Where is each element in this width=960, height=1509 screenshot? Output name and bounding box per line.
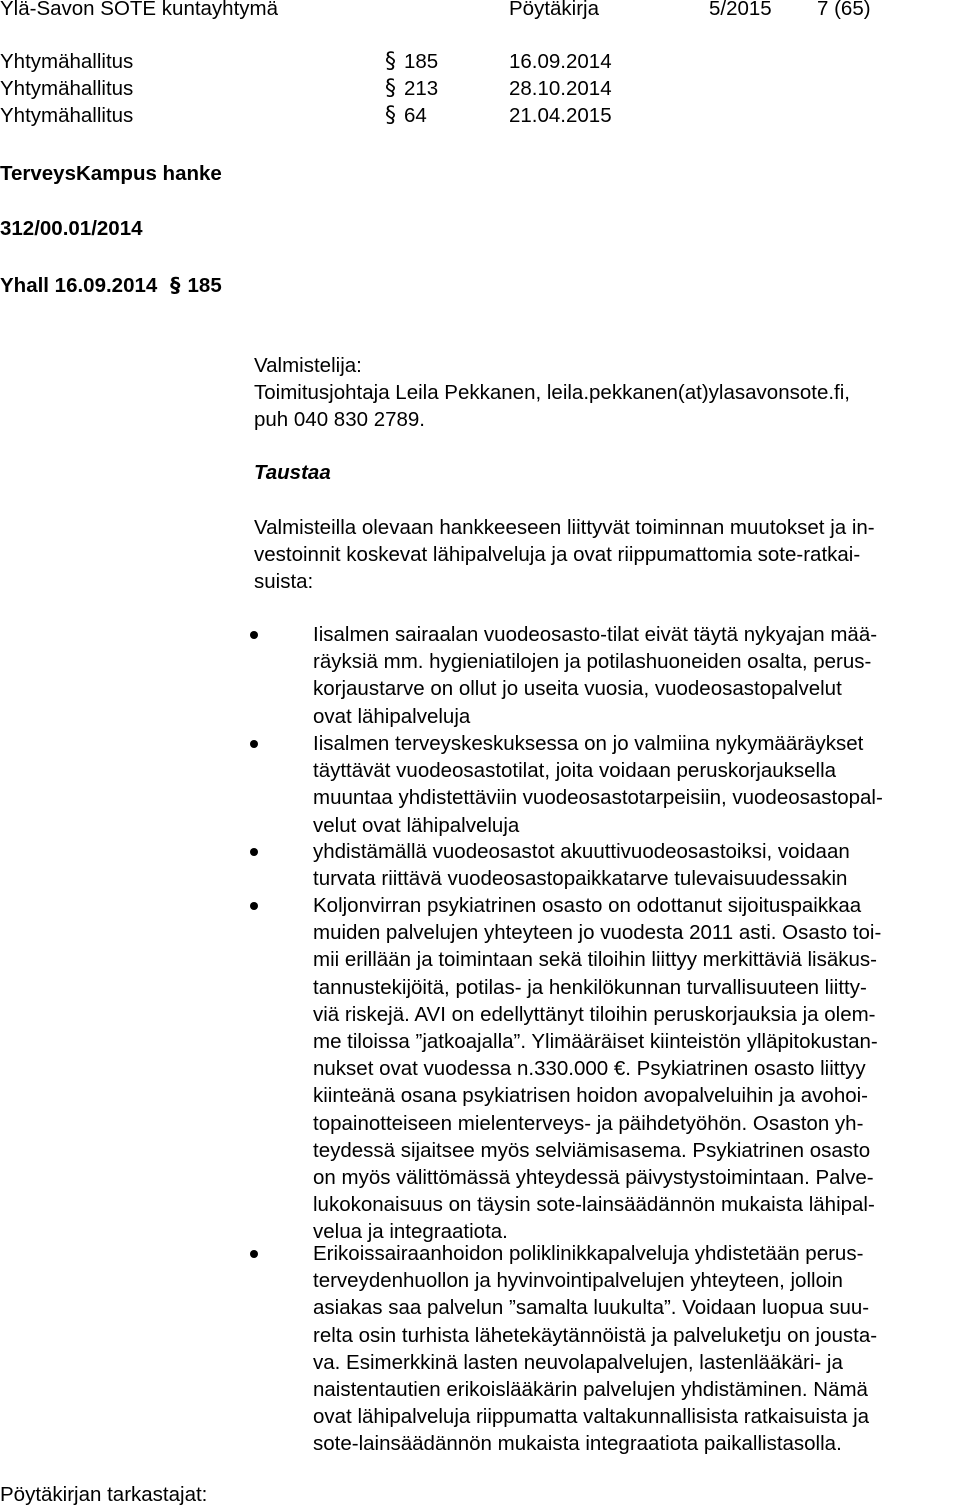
list-item-line: relta osin turhista lähetekäytännöistä ja palveluketju on jousta- [313,1323,878,1347]
meeting-body: Yhtymähallitus [0,104,134,127]
list-item-line: Iisalmen sairaalan vuodeosasto-tilat eivät täytä nykyajan mää- [313,623,878,646]
bullet-icon [250,848,258,856]
list-item-line: räyksiä mm. hygieniatilojen ja potilashuoneiden osalta, perus- [313,650,872,674]
list-item [313,892,881,1245]
preparer-phone: puh 040 830 2789. [254,408,425,431]
section-sign-icon: § [163,273,188,297]
meeting-section: 185 [404,50,439,73]
section-sign-icon: § [385,76,396,101]
list-item-line: ovat lähipalveluja riippumatta valtakunnallisista ratkaisuista ja [313,1405,870,1429]
meeting-date: 16.09.2014 [509,50,612,73]
list-item [313,838,850,892]
list-item-line: muuntaa yhdistettäviin vuodeosastotarpeisiin, vuodeosastopal- [313,786,883,810]
meeting-body: Yhtymähallitus [0,50,134,73]
list-item-line: va. Esimerkkinä lasten neuvolapalvelujen, lastenlääkäri- ja [313,1350,843,1374]
list-item-line: on myös välittömässä yhteydessä päivystystoimintaan. Palve- [313,1165,874,1189]
list-item-line: turvata riittävä vuodeosastopaikkatarve tulevaisuudessakin [313,867,848,891]
list-item-line: topainotteiseen mielenterveys- ja päihdetyöhön. Osaston yh- [313,1111,864,1135]
list-item-line: terveydenhuollon ja hyvinvointipalvelujen yhteyteen, jolloin [313,1269,843,1293]
list-item-line: ovat lähipalveluja [313,704,471,728]
organization-name: Ylä-Savon SOTE kuntayhtymä [0,0,279,20]
footer-label: Pöytäkirjan tarkastajat: [0,1483,208,1506]
list-item-line: muiden palvelujen yhteyteen jo vuodesta 2011 asti. Osasto toi- [313,921,882,945]
list-item-line: kiinteänä osana psykiatrisen hoidon avopalveluihin ja avohoi- [313,1084,869,1108]
yhall-reference [0,272,222,299]
list-item-line: täyttävät vuodeosastotilat, joita voidaan peruskorjauksella [313,759,837,783]
intro-paragraph [254,514,875,596]
list-item-line: korjaustarve on ollut jo useita vuosia, vuodeosastopalvelut [313,677,842,701]
section-heading: Taustaa [254,461,331,484]
list-item-line: velut ovat lähipalveluja [313,813,520,837]
intro-line: vestoinnit koskevat lähipalveluja ja ovat riippumattomia sote-ratkai- [254,543,861,567]
meeting-row [0,49,960,75]
bullet-icon [250,631,258,639]
meeting-row [0,103,960,129]
list-item [313,1240,877,1458]
list-item-line: me tiloissa ”jatkoajalla”. Ylimääräiset kiinteistön ylläpitokustan- [313,1029,878,1053]
list-item-line: mii erillään ja toimintaan sekä tiloihin liittyy merkittäviä lisäkus- [313,948,877,972]
document-title: TerveysKampus hanke [0,162,222,185]
bullet-icon [250,1250,258,1258]
record-id: 312/00.01/2014 [0,217,143,240]
meeting-section: 213 [404,77,439,100]
list-item-line: lukokonaisuus on täysin sote-lainsäädännön mukaista lähipal- [313,1193,875,1217]
list-item-line: asiakas saa palvelun ”samalta luukulta”. Voidaan luopua suu- [313,1296,870,1320]
bullet-icon [250,902,258,910]
list-item-line: Erikoissairaanhoidon poliklinikkapalveluja yhdistetään perus- [313,1242,864,1265]
list-item-line: naistentautien erikoislääkärin palvelujen yhdistäminen. Nämä [313,1377,868,1401]
bullet-icon [250,740,258,748]
meeting-row [0,76,960,102]
meeting-body: Yhtymähallitus [0,77,134,100]
meeting-section: 64 [404,104,427,127]
list-item-line: Iisalmen terveyskeskuksessa on jo valmiina nykymääräykset [313,732,864,755]
list-item-line: velua ja integraatiota. [313,1220,508,1244]
preparer-label: Valmistelija: [254,354,362,377]
page-number: 7 (65) [817,0,871,20]
list-item [313,621,877,730]
yhall-date: Yhall 16.09.2014 [0,274,158,297]
list-item-line: yhdistämällä vuodeosastot akuuttivuodeosastoiksi, voidaan [313,840,850,863]
meeting-date: 28.10.2014 [509,77,612,100]
list-item [313,730,883,839]
page-header [0,0,960,26]
intro-line: Valmisteilla olevaan hankkeeseen liittyvät toiminnan muutokset ja in- [254,516,875,539]
meeting-date: 21.04.2015 [509,104,612,127]
list-item-line: Koljonvirran psykiatrinen osasto on odottanut sijoituspaikkaa [313,894,862,917]
list-item-line: tannustekijöitä, potilas- ja henkilökunnan turvallisuuteen liitty- [313,975,867,999]
intro-line: suista: [254,570,314,594]
preparer-line: Toimitusjohtaja Leila Pekkanen, leila.pekkanen(at)ylasavonsote.fi, [254,381,850,404]
list-item-line: sote-lainsäädännön mukaista integraatiota paikallistasolla. [313,1432,842,1456]
yhall-section: 185 [187,274,222,297]
list-item-line: viä riskejä. AVI on edellyttänyt tiloihin peruskorjauksia ja olem- [313,1002,876,1026]
document-type: Pöytäkirja [509,0,600,20]
list-item-line: nukset ovat vuodessa n.330.000 €. Psykiatrinen osasto liittyy [313,1057,866,1081]
document-number: 5/2015 [709,0,772,20]
section-sign-icon: § [385,103,396,128]
list-item-line: teydessä sijaitsee myös selviämisasema. Psykiatrinen osasto [313,1138,871,1162]
section-sign-icon: § [385,49,396,74]
